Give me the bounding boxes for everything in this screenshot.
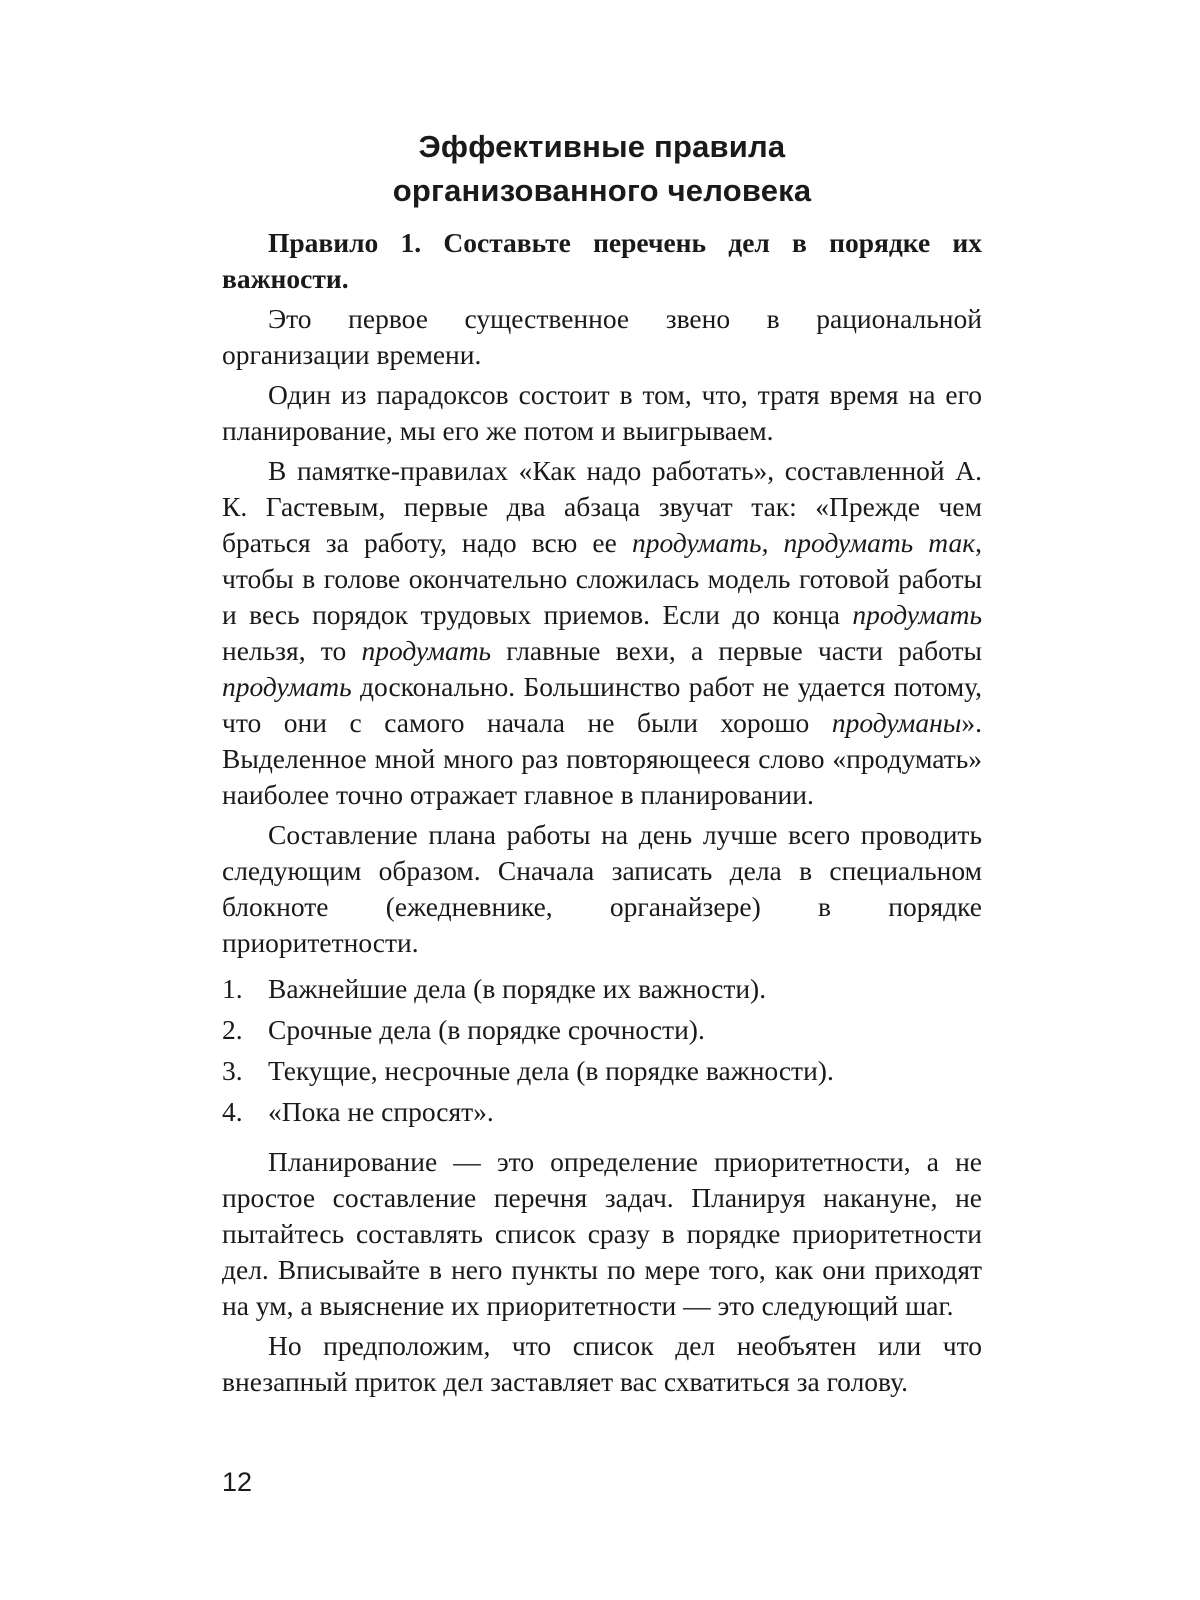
list-item-number: 1. (222, 973, 243, 1004)
emphasis-text: продумать (222, 671, 352, 702)
quote-text: главные вехи, а первые части работы (491, 635, 982, 666)
list-item-text: Важнейшие дела (в порядке их важности). (268, 973, 767, 1004)
emphasis-text: продумать (852, 599, 982, 630)
quote-text: нельзя, то (222, 635, 362, 666)
emphasis-text: продуманы (831, 707, 962, 738)
list-item (222, 1053, 982, 1089)
quote-text: досконально. Большинство работ не удается потому, что они с самого начала не были хорошо (222, 671, 982, 738)
list-item (222, 1094, 982, 1130)
rule-heading: Правило 1. Составьте перечень дел в порядке их важности. (222, 227, 982, 294)
paragraph: Планирование — это определение приоритетности, а не простое составление перечня задач. Планируя накануне, не пытайтесь составлять список сразу в порядке приоритетности дел. Вписывайте в него пункты по мере того, как они приходят на ум, а выяснение их приоритетности — это следующий шаг. (222, 1146, 982, 1321)
quote-paragraph (222, 453, 982, 813)
emphasis-text: продумать (361, 635, 492, 666)
page-number: 12 (222, 1467, 253, 1497)
quote-text: ». Выделенное мной много раз повторяющееся слово «продумать» наиболее точно отражает главное в планировании. (222, 707, 982, 810)
list-item-text: Срочные дела (в порядке срочности). (268, 1014, 705, 1045)
plan-paragraph: Составление плана работы на день лучше всего проводить следующим образом. Сначала записать дела в специальном блокноте (ежедневнике, органайзере) в порядке приоритетности. (222, 819, 982, 958)
list-item (222, 1012, 982, 1048)
list-item-number: 2. (222, 1014, 243, 1045)
emphasis-text: продумать, продумать так (631, 527, 976, 558)
list-item (222, 971, 982, 1007)
priority-list (222, 971, 982, 1130)
paragraph: Это первое существенное звено в рациональной организации времени. (222, 303, 982, 370)
paragraph: Но предположим, что список дел необъятен или что внезапный приток дел заставляет вас схватиться за голову. (222, 1330, 982, 1397)
page-title (222, 125, 982, 213)
body-text (222, 225, 982, 1400)
quote-text: В памятке-правилах «Как надо работать», составленной А. К. Гастевым, первые два абзаца звучат так: «Прежде чем браться за работу, надо всю ее (222, 455, 982, 558)
page-content (222, 125, 982, 1404)
list-item-text: Текущие, несрочные дела (в порядке важности). (268, 1055, 834, 1086)
paragraph: Один из парадоксов состоит в том, что, тратя время на его планирование, мы его же потом и выигрываем. (222, 379, 982, 446)
list-item-number: 4. (222, 1096, 243, 1127)
list-item-text: «Пока не спросят». (268, 1096, 494, 1127)
title-line-1: Эффективные правила (418, 129, 786, 164)
quote-text: , чтобы в голове окончательно сложилась модель готовой работы и весь порядок трудовых приемов. Если до конца (222, 527, 982, 630)
list-item-number: 3. (222, 1055, 243, 1086)
title-line-2: организованного человека (392, 173, 812, 208)
